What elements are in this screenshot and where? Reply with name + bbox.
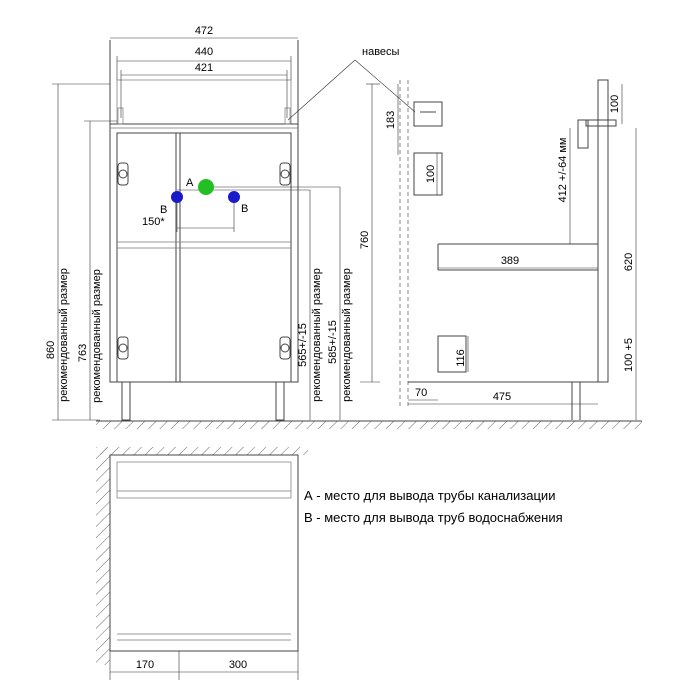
wall-bracket-icon [414, 102, 442, 126]
dim-150: 150* [142, 216, 165, 228]
side-view [385, 80, 636, 420]
drain-pipe-marker [198, 179, 214, 195]
dim-100-a: 100 [425, 164, 437, 184]
dim-565-note: рекомендованный размер [311, 268, 323, 402]
hinges-label: навесы [362, 46, 400, 58]
dim-860: 860 [45, 340, 57, 360]
dim-760: 760 [359, 230, 371, 250]
floor-hatch [96, 421, 642, 429]
cabinet-inner [117, 133, 291, 382]
leg [122, 382, 130, 420]
leg [276, 382, 284, 420]
dim-389: 389 [500, 255, 520, 267]
legend-a: А - место для вывода трубы канализации [304, 488, 556, 503]
dim-440: 440 [194, 46, 214, 58]
dim-300: 300 [228, 659, 248, 671]
marker-b-right-label: B [241, 203, 249, 215]
plan-cabinet [110, 455, 298, 651]
dim-183: 183 [385, 110, 397, 130]
legend-b: В - место для вывода труб водоснабжения [304, 510, 563, 525]
front-view [45, 25, 415, 420]
plan-view [96, 447, 308, 680]
dim-475: 475 [492, 391, 512, 403]
dim-100-top: 100 [609, 94, 621, 114]
dim-472: 472 [194, 25, 214, 37]
cabinet-body [110, 124, 298, 382]
dim-565: 565+/-15 [297, 323, 309, 367]
dim-585: 585+/-15 [327, 320, 339, 364]
water-pipe-marker-right [228, 191, 240, 203]
dim-763-note: рекомендованный размер [91, 269, 103, 403]
dim-421: 421 [194, 62, 214, 74]
dim-585-note: рекомендованный размер [341, 268, 353, 402]
dim-860-note: рекомендованный размер [58, 268, 70, 402]
dim-70: 70 [415, 387, 428, 399]
dim-620: 620 [623, 252, 635, 272]
dim-100-5: 100 +5 [623, 338, 635, 372]
water-pipe-marker-left [171, 191, 183, 203]
dim-116: 116 [455, 349, 467, 367]
marker-a-label: A [186, 177, 194, 189]
dim-763: 763 [77, 343, 89, 363]
dim-170: 170 [135, 659, 155, 671]
side-panel-front [598, 80, 608, 382]
marker-b-left-label: B [160, 204, 168, 216]
dim-412: 412 +/-64 мм [557, 137, 569, 203]
wall-hatch [96, 447, 110, 665]
